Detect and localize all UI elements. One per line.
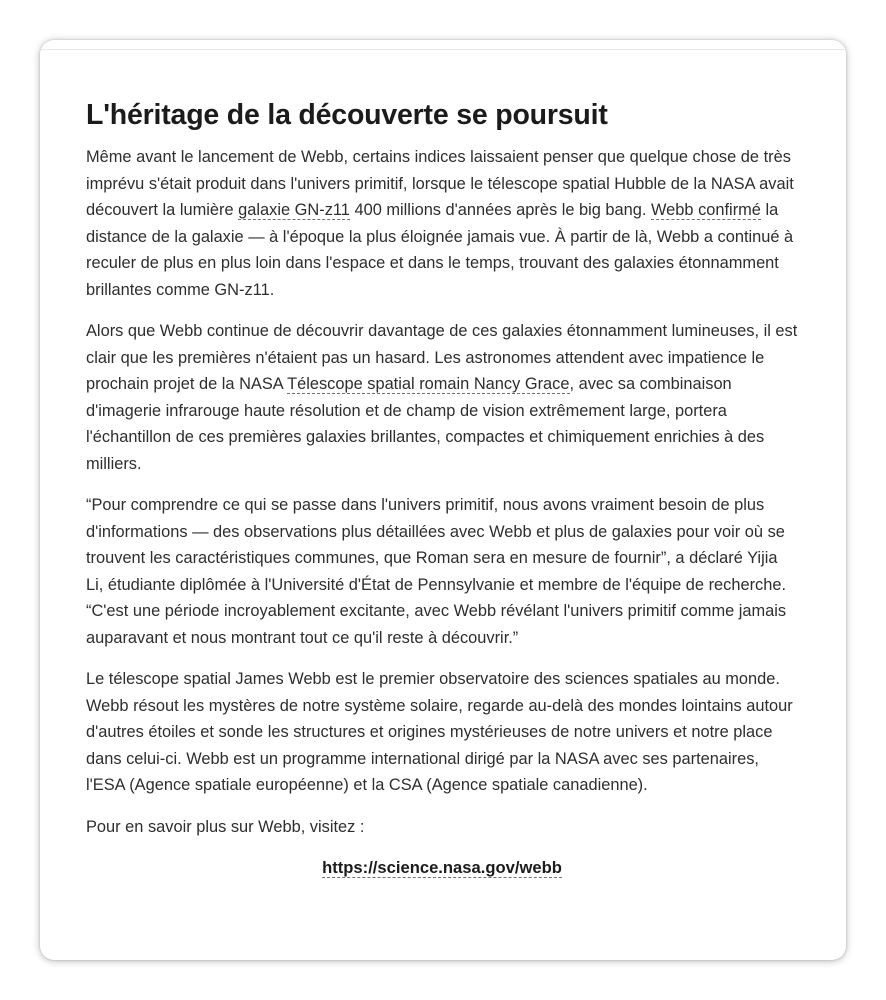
paragraph-1-text-b: 400 millions d'années après le big bang.: [349, 201, 651, 219]
article-body: [86, 98, 798, 878]
paragraph-3: “Pour comprendre ce qui se passe dans l'univers primitif, nous avons vraiment besoin de plus d'informations — des observations plus détaillées avec Webb et plus de galaxies pour voir où se trouvent les caractéristiques communes, que Roman sera en mesure de fournir”, a déclaré Yijia Li, étudiante diplômée à l'Université d'État de Pennsylvanie et membre de l'équipe de recherche. “C'est une période incroyablement excitante, avec Webb révélant l'univers primitif comme jamais auparavant et nous montrant tout ce qu'il reste à découvrir.”: [86, 496, 787, 647]
webb-url-container: [86, 858, 798, 878]
paragraph-1: [86, 144, 798, 303]
top-divider: [40, 49, 846, 50]
article-card: [40, 40, 846, 960]
paragraph-2-text-b: , avec sa combinaison d'imagerie infrarouge haute résolution et de champ de vision extrêmement large, portera l'échantillon de ces premières galaxies brillantes, compactes et chimiquement enrichies à des milliers.: [86, 375, 765, 473]
paragraph-2: [86, 318, 798, 477]
paragraph-4: Le télescope spatial James Webb est le premier observatoire des sciences spatiales au monde. Webb résout les mystères de notre système solaire, regarde au-delà des mondes lointains autour d'autres étoiles et sonde les structures et origines mystérieuses de notre univers et notre place dans celui-ci. Webb est un programme international dirigé par la NASA avec ses partenaires, l'ESA (Agence spatiale européenne) et la CSA (Agence spatiale canadienne).: [86, 670, 793, 794]
galaxy-gn-z11-link[interactable]: galaxie GN-z11: [238, 201, 350, 219]
article-title: L'héritage de la découverte se poursuit: [86, 99, 608, 131]
paragraph-5: Pour en savoir plus sur Webb, visitez :: [86, 817, 365, 836]
webb-url-link[interactable]: https://science.nasa.gov/webb: [322, 858, 562, 877]
paragraph-1-text-c: la distance de la galaxie — à l'époque la plus éloignée jamais vue. À partir de là, Webb a continué à reculer de plus en plus loin dans l'espace et dans le temps, trouvant des galaxies étonnamment brillantes comme GN-z11.: [86, 201, 794, 299]
paragraph-2-text-a: Alors que Webb continue de découvrir davantage de ces galaxies étonnamment lumineuses, il est clair que les premières n'étaient pas un hasard. Les astronomes attendent avec impatience le prochain projet de la NASA: [86, 322, 798, 393]
webb-confirmed-link[interactable]: Webb confirmé: [651, 201, 761, 219]
roman-telescope-link[interactable]: Télescope spatial romain Nancy Grace: [287, 375, 570, 393]
paragraph-1-text-a: Même avant le lancement de Webb, certains indices laissaient penser que quelque chose de très imprévu s'était produit dans l'univers primitif, lorsque le télescope spatial Hubble de la NASA avait découvert la lumière: [86, 148, 794, 219]
